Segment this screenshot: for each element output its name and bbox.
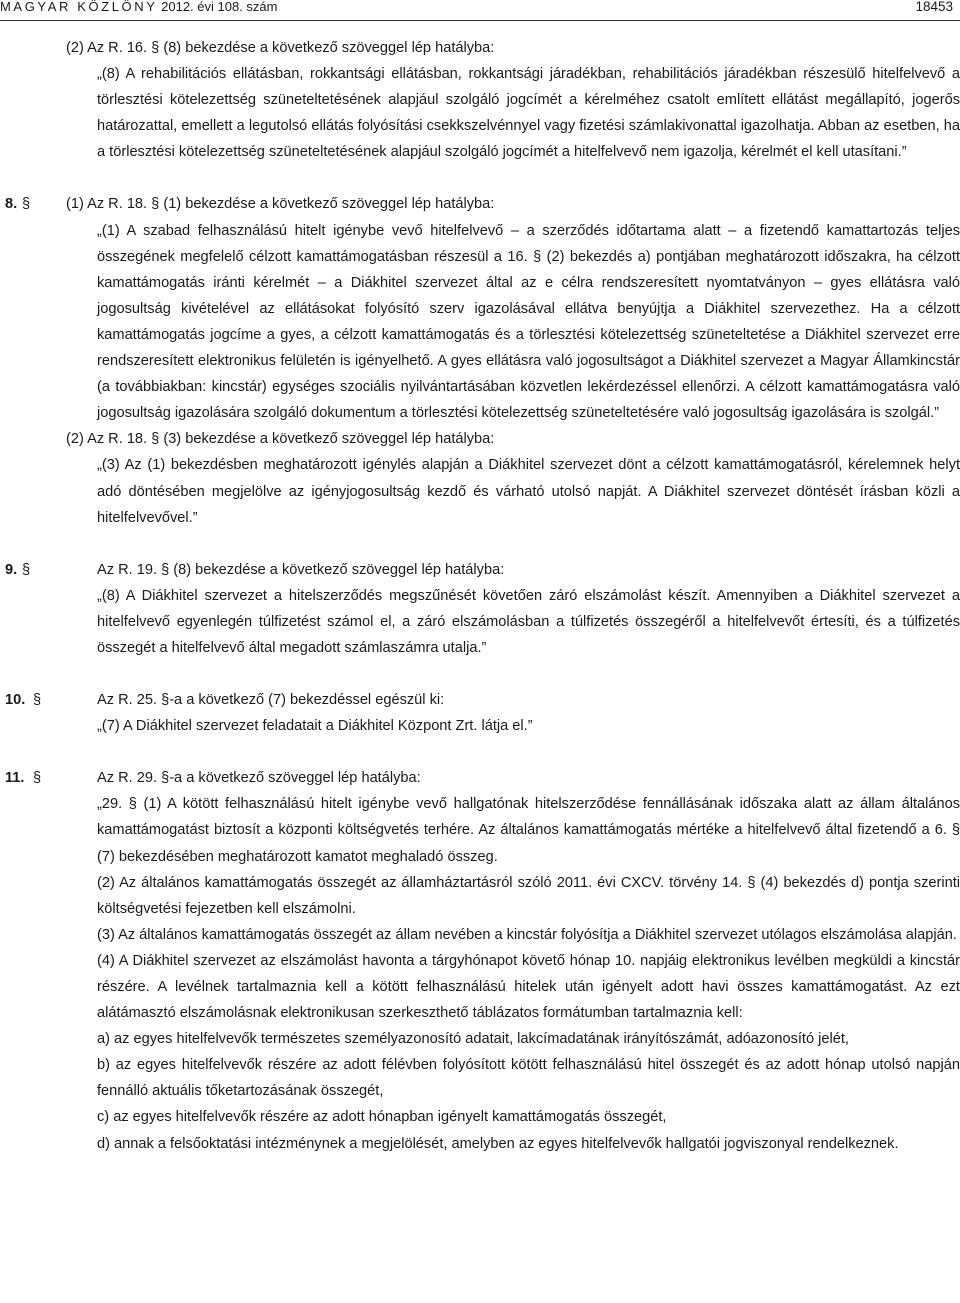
section-mark: § bbox=[22, 196, 31, 213]
amendment-text: „(3) Az (1) bekezdésben meghatározott igénylés alapján a Diákhitel szervezet dönt a célzott kamattámogatásról, kérelemnek helyt adó döntésében megjelölve az igényjogosultság kezdő és várható utolsó napját. A Diákhitel szervezet döntését írásban közli a hitelfelvevővel.” bbox=[97, 457, 960, 526]
amendment-text: (3) Az általános kamattámogatás összegét az állam nevében a kincstár folyósítja a Diákhitel szervezet utólagos elszámolása alapján. bbox=[97, 926, 957, 943]
section-mark: § bbox=[33, 692, 42, 709]
amendment-text: (2) Az általános kamattámogatás összegét az államháztartásról szóló 2011. évi CXCV. törvény 14. § (4) bekezdés d) pontja szerinti költségvetési fejezetben kell elszámolni. bbox=[97, 874, 960, 917]
section-mark: § bbox=[22, 561, 31, 578]
amendment-lead: (2) Az R. 18. § (3) bekezdése a következő szöveggel lép hatályba: bbox=[66, 431, 495, 448]
list-item: b) az egyes hitelfelvevők részére az adott félévben folyósított kötött felhasználású hitel összegét és az adott hónap utolsó napján fennálló aktuális tőketartozásának összegét, bbox=[97, 1057, 960, 1100]
header-left bbox=[0, 0, 278, 14]
section-8 bbox=[0, 191, 960, 530]
amendment-text: „(7) A Diákhitel szervezet feladatait a Diákhitel Központ Zrt. látja el.” bbox=[97, 718, 533, 735]
amendment-lead: Az R. 29. §-a a következő szöveggel lép hatályba: bbox=[97, 770, 421, 787]
amendment-text: „(8) A Diákhitel szervezet a hitelszerződés megszűnését követően záró elszámolást készít. Amennyiben a Diákhitel szervezet a hitelfelvevő egyenlegén túlfizetést számol el, a záró elszámolásban a túlfizetés összegéről a hitelfelvevőt értesíti, és a túlfizetés összegét a hitelfelvevő által megadott számlaszámra utalja.” bbox=[97, 587, 960, 656]
header-rule bbox=[0, 20, 960, 21]
amendment-text: „29. § (1) A kötött felhasználású hitelt igénybe vevő hallgatónak hitelszerződése fennállásának időszaka alatt az állam általános kamattámogatást biztosít a központi költségvetés terhére. Az általános kamattámogatás mértéke a hitelfelvevő által fizetendő a 6. § (7) bekezdésében meghatározott kamatot meghaladó összeg. bbox=[97, 796, 960, 865]
issue-label: 2012. évi 108. szám bbox=[161, 0, 278, 14]
list-item: c) az egyes hitelfelvevők részére az adott hónapban igényelt kamattámogatás összegét, bbox=[97, 1109, 667, 1126]
section-10 bbox=[0, 687, 960, 739]
section-9 bbox=[0, 557, 960, 661]
publication-title: MAGYAR KÖZLÖNY bbox=[0, 0, 158, 14]
page-number: 18453 bbox=[915, 0, 953, 14]
section-number: 11. bbox=[5, 770, 25, 787]
amendment-lead: Az R. 19. § (8) bekezdése a következő szöveggel lép hatályba: bbox=[97, 561, 505, 578]
section-number: 9. bbox=[5, 561, 18, 578]
page-header bbox=[0, 0, 960, 20]
amendment-lead: (1) Az R. 18. § (1) bekezdése a következő szöveggel lép hatályba: bbox=[66, 196, 495, 213]
amendment-text: „(1) A szabad felhasználású hitelt igénybe vevő hitelfelvevő – a szerződés időtartama alatt – a fizetendő kamattartozás teljes összegének megfelelő célzott kamattámogatásban részesül a 16. § (2) bekezdés a) pontjában meghatározott időszakra, ha célzott kamattámogatás iránti kérelmét – a Diákhitel szervezet által az e célra rendszeresített nyomtatványon – gyes ellátásra való jogosultság kivételével az ellátásokat folyósító szerv igazolásával ellátva benyújtja a Diákhitel szervezethez. Ha a célzott kamattámogatás jogcíme a gyes, a célzott kamattámogatás és a törlesztési kötelezettség szüneteltetése a Diákhitel szervezet erre rendszeresített elektronikus felületén is igényelhető. A gyes ellátásra való jogosultságot a Diákhitel szervezet a Magyar Államkincstár (a továbbiakban: kincstár) egységes szociális nyilvántartásában közvetlen lekérdezéssel ellenőrzi. A célzott kamattámogatásra való jogosultság igazolására szolgáló dokumentum a törlesztési kötelezettség szüneteltetésére való jogosultság igazolására is szolgál.” bbox=[97, 222, 960, 422]
amendment-text: „(8) A rehabilitációs ellátásban, rokkantsági ellátásban, rokkantsági járadékban, rehabilitációs járadékban részesülő hitelfelvevő a törlesztési kötelezettség szüneteltetésének alapjául szolgáló jogcímét a kérelméhez csatolt említett ellátást megállapító, jogerős határozattal, emellett a legutolsó ellátás folyósítási csekkszelvénnyel vagy fizetési számlakivonattal igazolhatja. Abban az esetben, ha a törlesztési kötelezettség szüneteltetésének alapjául szolgáló jogcímét a hitelfelvevő nem igazolja, kérelmét el kell utasítani.” bbox=[97, 66, 960, 161]
list-item: d) annak a felsőoktatási intézménynek a megjelölését, amelyben az egyes hitelfelvevők hallgatói jogviszonyal rendelkeznek. bbox=[97, 1135, 899, 1152]
section-7-continued bbox=[0, 35, 960, 165]
section-mark: § bbox=[33, 770, 42, 787]
amendment-lead: (2) Az R. 16. § (8) bekezdése a következő szöveggel lép hatályba: bbox=[66, 40, 495, 56]
list-item: a) az egyes hitelfelvevők természetes személyazonosító adatait, lakcímadatának irányítószámát, adóazonosító jelét, bbox=[97, 1031, 849, 1048]
document-body bbox=[0, 35, 960, 1157]
section-number: 10. bbox=[5, 692, 26, 709]
amendment-text: (4) A Diákhitel szervezet az elszámolást havonta a tárgyhónapot követő hónap 10. napjáig elektronikus levélben megküldi a kincstár részére. A levélnek tartalmaznia kell a kötött felhasználású hitelek után igényelt adott havi összes kamattámogatást. Az ezt alátámasztó elszámolásnak elektronikusan szerkeszthető táblázatos formátumban tartalmaznia kell: bbox=[97, 952, 960, 1022]
amendment-lead: Az R. 25. §-a a következő (7) bekezdéssel egészül ki: bbox=[97, 692, 445, 709]
section-11 bbox=[0, 765, 960, 1156]
section-number: 8. bbox=[5, 196, 18, 213]
